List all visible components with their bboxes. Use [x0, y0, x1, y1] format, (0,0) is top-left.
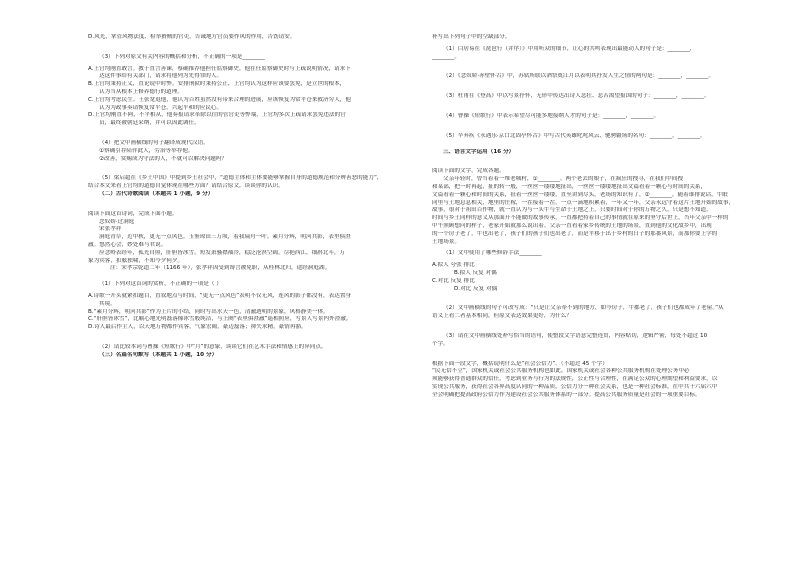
right-text-line: 的一个房子老了，牛也出老了，孩子们的孩子们也出老了，而是平移于出于乡村的日子的那番风景，而那你要上学的	[432, 230, 718, 237]
spacer	[432, 321, 770, 333]
right-text-line: （3）请在文中画横线处补写恰当的语句，使整段文字语意完整连贯，内容贴切，逻辑严密，每处不超过 10	[443, 332, 708, 339]
right-text-line: （2）《念奴娇·赤壁怀古》中，苏轼所联以酒祭奠江月以表明其抒发人生之情的两句是：________，________。	[443, 73, 715, 80]
left-page-column	[88, 34, 418, 360]
right-text-line: ________。	[432, 53, 460, 60]
left-text-line: 洞庭青草，近中秋，更无一点风色。玉鉴琼田三万顷，着我扁舟一叶。素月分辉，明河共影，表里俱澄	[99, 234, 351, 241]
spacer	[432, 349, 770, 361]
right-text-line: 补写出下列句子中的空缺部分。	[432, 34, 511, 40]
right-text-line: 时间与乡土同样的意义从那面开不能做的故事传承，一直都把持着自己的事情就在原来的坚守后世上，当年父亲中一样的	[432, 215, 729, 222]
right-text-line: 父亲年轻时，曾当着着一堆老城村，①________。两个老去的娘子，在疯狂的搜寻，在我们中间搜	[443, 176, 683, 183]
right-text-line: 个字。	[432, 340, 449, 347]
right-text-line: （2）文中画横线的句子可改写成：“只是让父亲牵不到的地方，如今房子，牛都老了，孩子们也都成年了老屋。”从	[443, 305, 724, 312]
right-text-line: 须能够获得普通群众的信任，考虑到业务与行为的法规性，公正性与合理性，在满足公众的心理期望和利益要求，以	[432, 376, 718, 383]
left-text-line: ②改善，赏赐成为守法的人，不就可以解决问题吗？	[99, 155, 228, 162]
right-text-line: D.对比 反复 对偶	[454, 285, 498, 292]
spacer	[432, 81, 770, 93]
left-text-line: 其境。	[99, 300, 116, 307]
right-text-line: 全会明确把提高政府公信力作为建设社会公共服务体系的一部分。提高公共服务质量是社会的一项重要目标。	[432, 391, 701, 398]
left-text-line: （三）名篇名句默写（本题共 1 小题，10 分）	[99, 351, 218, 358]
right-text-line: A.拟人 夸张 排比	[432, 262, 475, 269]
spacer	[88, 332, 418, 344]
left-text-line: 宋张孝祥	[99, 226, 122, 233]
left-text-line: 认为为政事奏请恢复常平仓，兴起平和的应民心。	[99, 104, 223, 111]
left-text-line: D.诗人最后作主人，以天地万物都作宾客，气象宏阔，豪迈磊落；抑失求精，豪情再豁。	[88, 324, 307, 331]
right-text-line: 实现公共服务，获得社会各界高度认同的一种品质，公信力分一种社会关系，也是一种社会标准，在中共十六届六中	[432, 383, 718, 390]
left-text-line: ①察确引荐陪伴此人，劳治等举荐他。	[99, 147, 194, 154]
left-text-line: （4）把文中画横线的句子翻译成现代汉语。	[99, 139, 209, 146]
spacer	[432, 293, 770, 305]
left-text-line: （3）下列对原文有关内容的概括和分析，不正确的一项是________	[99, 53, 265, 60]
spacer	[432, 156, 770, 168]
right-text-line: “民无信不立”，国家机关或社会公共服务机构也如此。国家机关或社会各种公共服务机构在处理公务中必	[432, 368, 690, 375]
right-text-line: 和某部，把一时再起，扯的转一般，一丝丝一缕缕地扯出，一丝丝一缕缕地扯出文篇看着一颗心与时间的关系，	[432, 183, 707, 190]
spacer	[88, 128, 418, 140]
left-text-line: （5）梁启超在《乡土中国》中提到乡土社会中，“道德主体和主体要能够掌握自身的道德规范和分辨善恶的能力”，	[99, 175, 383, 182]
right-text-line: 中午照顾想问的样子，老家开始就那么说出着。父亲一直看着家乡传统的土地的场景，直到他的文化故乡中，出现	[432, 222, 712, 229]
right-text-line: 三、语言文字运用（16 分）	[443, 148, 515, 155]
left-text-line: 澈。悠然心会，妙处难与君说。	[88, 241, 167, 248]
left-text-line: 应念岭表经年，孤光自照，肝胆皆冰雪。短发萧骚襟袖冷，稳泛沧溟空阔。尽挹西江，细斟北斗，万	[99, 249, 346, 256]
right-text-line: 根据下面一段文字，概括说明什么是“社会公信力”。（不超过 45 个字）	[432, 360, 608, 367]
right-text-line: 语义上看二者基本相同，但原文表达效果更好，为什么？	[432, 313, 572, 320]
spacer	[432, 61, 770, 73]
left-text-line: C.上官均考虑民生。王张宽退他，他认为百姓虽然没有带来合理的进展，应该恢复为常平仓来救济穷人，他	[88, 96, 351, 103]
right-text-line: 同里与土地息息相关，地里的庄稼，一茬接着一茬，一点一滴地积累着，一年又一年，父亲永远守着这片土地开始的故事，	[432, 199, 735, 206]
right-text-line: （1）白居易在《琵琶行（并序）》中用听众的细节，让心的共鸣表现出最能动人的句子是：________，	[443, 45, 696, 52]
right-text-line: （1）文中使用了哪些修辞手法________	[443, 250, 542, 257]
left-text-line: （2）请比较本词与曹操《短歌行》中“月”的意象，谈谈它们在艺术手法和情感上的异同点。	[99, 343, 327, 350]
left-text-line: （二）古代诗歌阅读（本题共 1 小题，9 分）	[99, 190, 214, 197]
right-text-line: （5）辛弃疾《永遇乐·京口北固亭怀古》中写古代英雄叱咤风云、驰骋疆场的名句：________，________。	[443, 132, 706, 139]
spacer	[88, 273, 418, 281]
right-text-line: （4）曹操《短歌行》中表示希望尽可能多地接纳人才的句子是：________，________。	[443, 112, 660, 119]
left-text-line: D.上官均刚直不阿，不平相从，他奏报请求革除以往的管官吏等弊端，上官均多次上疏请求罢免违法的官	[88, 112, 346, 119]
left-text-line: 认为当从根本上修养德行的道理。	[99, 88, 183, 95]
left-text-line: 结合本文来看上官均的道德自觉体现在哪些方面？请结合原文，谈谈你的认识。	[88, 183, 284, 190]
left-text-line: 象为宾客，扣舷独啸，不知今夕何夕。	[88, 257, 184, 264]
right-text-line: 文篇看着一颗心和时间的关系，扯着一丝丝一缕缕，直至讲到尽头。老场的知识有了，②________，随着谁排说话，牛眠	[432, 191, 728, 198]
right-page-column	[432, 34, 770, 400]
left-text-line: C.“肝胆皆冰雪”，比喻心地光明磊落像冰雪般纯洁，与上阕“表里俱澄澈”遥相照应，写景人写景内外澄澈。	[88, 316, 352, 323]
left-text-line: 注：宋孝宗乾道二年（1166 年），张孝祥因受到谗言被免职，从桂林北归，途经洞庭湖。	[110, 265, 331, 272]
spacer	[88, 42, 418, 54]
left-text-line: 念奴娇·过洞庭	[99, 218, 135, 225]
right-text-line: 阅读下面的文字，完成各题。	[432, 168, 505, 175]
right-text-line: （3）杜甫在《登高》中以写景抒怀，无形中传达出诗人悲壮、悲苦渴望报国的句子：________，________。	[443, 93, 710, 100]
spacer	[432, 121, 770, 133]
left-text-line: 阅读下面这首诗词，完成下面小题。	[88, 210, 178, 217]
left-text-line: B.“素月分辉，明河共影”作为上片的小结，同时写出水天一色，清澈透明的景象，风格静美一体。	[88, 308, 329, 315]
left-text-line: A.上官均刚直敢言。教于直言善谏，蔡确推荐他担任监察御史，他在任监察御史时与上疏说明情况，请求下	[88, 65, 351, 72]
left-text-line: （1）下列对这首词的赏析，不正确的一项是（ ）	[99, 281, 222, 288]
right-text-line: C.对比 反复 排比	[432, 277, 475, 284]
left-text-line: D.风光，掌管风物法度、检举猾贼的官吏，告诫地方官员要作风的作用，告饬请安。	[88, 34, 296, 40]
left-text-line: A.诗歌一开头就紧扣题目，直叙地点与时间，“更无一点风色”表明不仅无风，连风的影子都没有，表达置身	[88, 292, 352, 299]
right-text-line: 土地场景。	[432, 238, 460, 245]
spacer	[88, 163, 418, 175]
left-text-line: B.上官均秉持正义，直论说中时弊。安排刑狱时秉持公正，上官均认为这样应该要罢免，是立世的根本，	[88, 81, 346, 88]
left-text-line: 达这件事给有关部门，请求将他列为先得罪的人。	[99, 73, 223, 80]
right-text-line: 故事，很对于祖田百作物，就一直认为与一头牛与生命于土地之上，只要时间对于你的万物之久。只是想不知道，	[432, 207, 712, 214]
spacer	[432, 101, 770, 113]
right-text-line: B.拟人 反复 对偶	[454, 269, 497, 276]
spacer	[432, 141, 770, 149]
spacer	[88, 199, 418, 211]
left-text-line: 员，最终被朝廷采纳，并可以因此调任。	[99, 120, 200, 127]
